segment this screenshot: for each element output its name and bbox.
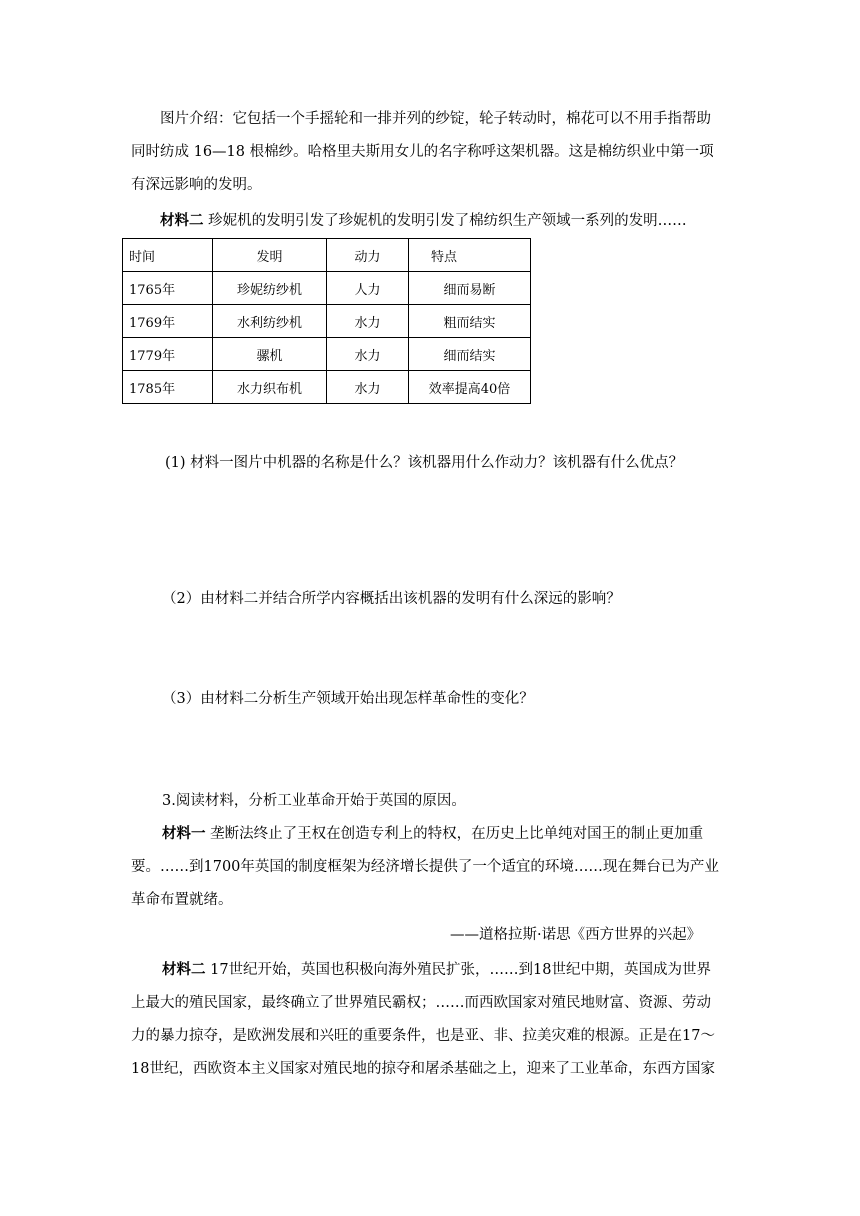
header-time: 时间: [123, 239, 213, 272]
table-row: [123, 272, 531, 305]
table-row: [123, 305, 531, 338]
table-row: [123, 371, 531, 404]
material-1-line-2: 要。……到1700年英国的制度框架为经济增长提供了一个适宜的环境……现在舞台已为产业: [131, 859, 719, 875]
material-2b-line-2: 上最大的殖民国家，最终确立了世界殖民霸权；……而西欧国家对殖民地财富、资源、劳动: [131, 995, 711, 1011]
cell-invention: 水力织布机: [213, 371, 327, 404]
material-1-source: ——道格拉斯·诺思《西方世界的兴起》: [450, 927, 702, 943]
header-feature: 特点: [409, 239, 531, 272]
header-invention: 发明: [213, 239, 327, 272]
cell-feature: 效率提高40倍: [409, 371, 531, 404]
table-header-row: [123, 239, 531, 272]
cell-invention: 骡机: [213, 338, 327, 371]
cell-invention: 水利纺纱机: [213, 305, 327, 338]
cell-invention: 珍妮纺纱机: [213, 272, 327, 305]
material-1-line-1: [162, 823, 703, 845]
cell-time: 1779年: [123, 338, 213, 371]
intro-line-2: 同时纺成 16—18 根棉纱。哈格里夫斯用女儿的名字称呼这架机器。这是棉纺织业中第一项: [131, 144, 714, 160]
material-1-label: 材料一: [162, 825, 206, 842]
material-2b-line-4: 18世纪，西欧资本主义国家对殖民地的掠夺和屠杀基础之上，迎来了工业革命，东西方国家: [131, 1061, 715, 1077]
material-2b-line-3: 力的暴力掠夺，是欧洲发展和兴旺的重要条件，也是亚、非、拉美灾难的根源。正是在17～: [131, 1028, 715, 1044]
cell-feature: 粗而结实: [409, 305, 531, 338]
material-2-text: 珍妮机的发明引发了珍妮机的发明引发了棉纺织生产领域一系列的发明……: [208, 213, 687, 229]
cell-time: 1765年: [123, 272, 213, 305]
section-3-title: 3.阅读材料，分析工业革命开始于英国的原因。: [162, 793, 466, 809]
intro-line-1: 图片介绍：它包括一个手摇轮和一排并列的纱锭，轮子转动时，棉花可以不用手指帮助: [160, 111, 711, 127]
material-2b-label: 材料二: [162, 961, 206, 978]
invention-table: [122, 238, 531, 404]
intro-line-3: 有深远影响的发明。: [131, 177, 262, 193]
question-2: （2）由材料二并结合所学内容概括出该机器的发明有什么深远的影响？: [162, 591, 621, 607]
cell-feature: 细而结实: [409, 338, 531, 371]
material-2b-text: 17世纪开始，英国也积极向海外殖民扩张，……到18世纪中期，英国成为世界: [210, 962, 712, 978]
material-2-heading: [160, 210, 687, 232]
question-3: （3）由材料二分析生产领域开始出现怎样革命性的变化？: [162, 691, 534, 707]
material-1-line-3: 革命布置就绪。: [131, 892, 233, 908]
cell-power: 水力: [327, 371, 409, 404]
header-power: 动力: [327, 239, 409, 272]
material-1-text: 垄断法终止了王权在创造专利上的特权，在历史上比单纯对国王的制止更加重: [210, 826, 704, 842]
cell-power: 人力: [327, 272, 409, 305]
cell-time: 1785年: [123, 371, 213, 404]
material-2-label: 材料二: [160, 212, 204, 229]
table-row: [123, 338, 531, 371]
cell-feature: 细而易断: [409, 272, 531, 305]
cell-power: 水力: [327, 305, 409, 338]
question-1: (1) 材料一图片中机器的名称是什么？该机器用什么作动力？该机器有什么优点？: [165, 455, 684, 471]
material-2b-line-1: [162, 959, 711, 981]
cell-time: 1769年: [123, 305, 213, 338]
cell-power: 水力: [327, 338, 409, 371]
